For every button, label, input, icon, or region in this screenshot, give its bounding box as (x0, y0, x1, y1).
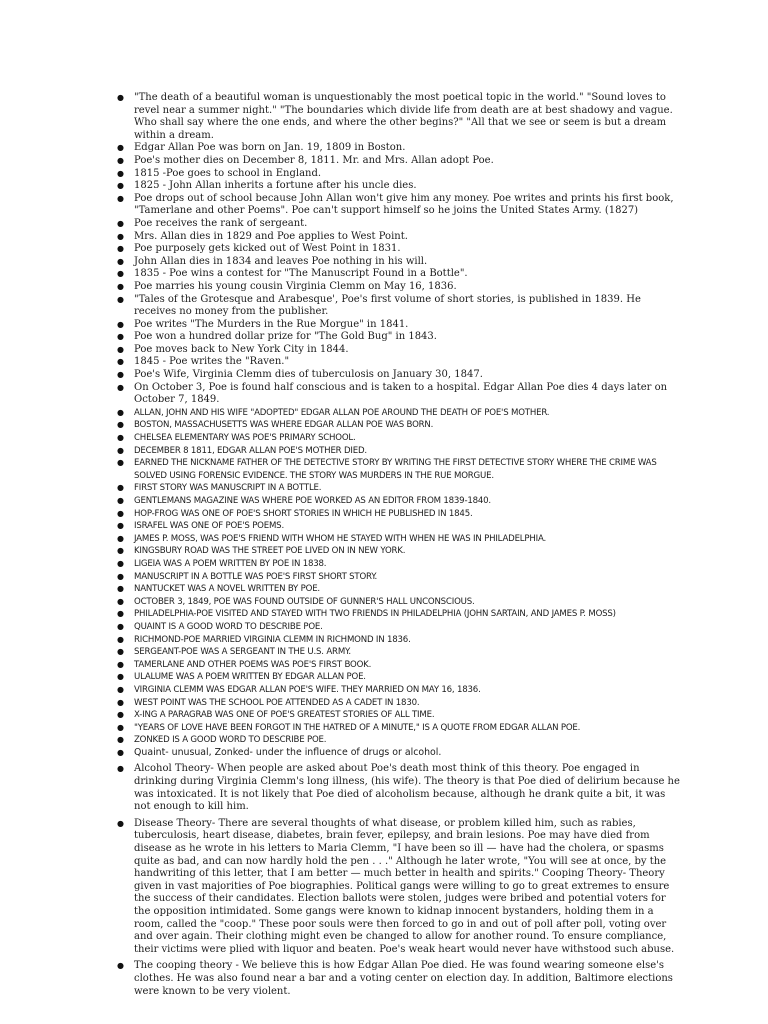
list-item (0, 659, 768, 672)
list-item-text: Edgar Allan Poe was born on Jan. 19, 1809 in Boston. (134, 142, 406, 154)
list-item-text: John Allan dies in 1834 and leaves Poe nothing in his will. (134, 255, 428, 267)
bullet-icon: ● (117, 483, 124, 493)
bullet-icon: ● (117, 818, 124, 828)
list-item (0, 684, 768, 697)
bullet-icon: ● (117, 558, 124, 568)
bullet-icon: ● (117, 445, 124, 455)
bullet-icon: ● (117, 294, 124, 304)
list-item-text: On October 3, Poe is found half conscious and is taken to a hospital. Edgar Allan Poe dies 4 days later on October 7, 1849. (134, 381, 668, 406)
list-item-text: 1835 - Poe wins a contest for "The Manuscript Found in a Bottle". (134, 268, 468, 280)
bullet-icon: ● (117, 571, 124, 581)
bullet-icon: ● (117, 621, 124, 631)
list-item (0, 571, 768, 584)
list-item (0, 268, 768, 281)
list-item-text: 1825 - John Allan inherits a fortune after his uncle dies. (134, 180, 417, 192)
list-item (0, 646, 768, 659)
bullet-icon: ● (117, 344, 124, 354)
list-item-text: ULALUME WAS A POEM WRITTEN BY EDGAR ALLAN POE. (134, 672, 366, 683)
list-item-text: OCTOBER 3, 1849, POE WAS FOUND OUTSIDE OF GUNNER'S HALL UNCONSCIOUS. (134, 596, 475, 607)
list-item (0, 634, 768, 647)
list-item-text: CHELSEA ELEMENTARY WAS POE'S PRIMARY SCHOOL. (134, 433, 356, 444)
list-item (0, 168, 768, 181)
list-item-text: SERGEANT-POE WAS A SERGEANT IN THE U.S. ARMY. (134, 647, 351, 658)
list-item-text: LIGEIA WAS A POEM WRITTEN BY POE IN 1838. (134, 558, 327, 569)
list-item (0, 671, 768, 684)
bullet-icon: ● (117, 281, 124, 291)
bullet-icon: ● (117, 764, 124, 774)
list-item-text: Disease Theory- There are several thoughts of what disease, or problem killed him, such as rabies, tuberculosis, heart disease, diabetes, brain fever, epilepsy, and brain lesions. Poe may have died from disease as he wrote in his letters to Maria Clemm, "I have been so ill — have had the cholera, or spasms quite as bad, and can now hardly hold the pen . . ." Although he later wrote, "You will see at once, by the handwriting of this letter, that I am better — much better in health and spirits." Cooping Theory- Theory given in vast majorities of Poe biographies. Political gangs were willing to go to great extremes to ensure the success of their candidates. Election ballots were stolen, judges were bribed and potential voters for the opposition intimidated. Some gangs were known to kidnap innocent bystanders, holding them in a room, called the "coop." These poor souls were then forced to go in and out of poll after poll, voting over and over again. Their clothing might even be changed to allow for another round. To ensure compliance, their victims were plied with liquor and beaten. Poe's weak heart would never have withstood such abuse. (134, 817, 675, 955)
bullet-icon: ● (117, 357, 124, 367)
list-item-text: MANUSCRIPT IN A BOTTLE WAS POE'S FIRST SHORT STORY. (134, 571, 378, 582)
bullet-icon: ● (117, 659, 124, 669)
list-item (0, 432, 768, 445)
list-item-text: NANTUCKET WAS A NOVEL WRITTEN BY POE. (134, 584, 320, 595)
bullet-icon: ● (117, 433, 124, 443)
bullet-icon: ● (117, 496, 124, 505)
list-item (0, 558, 768, 571)
bullet-icon: ● (117, 521, 124, 531)
list-item-text: ALLAN, JOHN AND HIS WIFE "ADOPTED" EDGAR ALLAN POE AROUND THE DEATH OF POE'S MOTHER. (134, 407, 550, 418)
bullet-icon: ● (117, 647, 124, 657)
bullet-icon: ● (117, 193, 124, 203)
list-item-text: Poe writes "The Murders in the Rue Morgue" in 1841. (134, 318, 409, 330)
list-item (0, 155, 768, 168)
bullet-icon: ● (117, 672, 124, 682)
bullet-icon: ● (117, 218, 124, 228)
bullet-list (0, 92, 768, 998)
bullet-icon: ● (117, 458, 124, 468)
list-item (0, 218, 768, 231)
list-item-text: KINGSBURY ROAD WAS THE STREET POE LIVED ON IN NEW YORK. (134, 546, 406, 557)
bullet-icon: ● (117, 155, 124, 165)
list-item (0, 445, 768, 458)
list-item-text: EARNED THE NICKNAME FATHER OF THE DETECTIVE STORY BY WRITING THE FIRST DETECTIVE STORY WHERE THE CRIME WAS SOLVED USING FORENSIC EVIDENCE. THE STORY WAS MURDERS IN THE RUE MORGUE. (134, 458, 657, 481)
bullet-icon: ● (117, 382, 124, 392)
list-item-text: DECEMBER 8 1811, EDGAR ALLAN POE'S MOTHER DIED. (134, 445, 367, 456)
list-item-text: JAMES P. MOSS, WAS POE'S FRIEND WITH WHOM HE STAYED WITH WHEN HE WAS IN PHILADELPHIA. (134, 533, 547, 544)
list-item-text: "The death of a beautiful woman is unquestionably the most poetical topic in the world." "Sound loves to revel near a summer night." "The boundaries which divide life from death are at best shadowy and vague. Who shall say where the one ends, and where the other begins?" "All that we see or seem is but a dream within a dream. (134, 92, 673, 141)
list-item-text: GENTLEMANS MAGAZINE WAS WHERE POE WORKED AS AN EDITOR FROM 1839-1840. (134, 496, 491, 506)
list-item (0, 608, 768, 621)
list-item-text: "Tales of the Grotesque and Arabesque', Poe's first volume of short stories, is published in 1839. He receives no money from the publisher. (134, 293, 641, 318)
list-item-text: ZONKED IS A GOOD WORD TO DESCRIBE POE. (134, 735, 327, 746)
list-item (0, 533, 768, 546)
list-item (0, 369, 768, 382)
bullet-icon: ● (117, 269, 124, 279)
list-item (0, 763, 768, 813)
bullet-icon: ● (117, 609, 124, 619)
list-item (0, 243, 768, 256)
list-item (0, 734, 768, 747)
list-item-text: HOP-FROG WAS ONE OF POE'S SHORT STORIES IN WHICH HE PUBLISHED IN 1845. (134, 508, 473, 519)
bullet-icon: ● (117, 710, 124, 720)
list-item (0, 256, 768, 269)
list-item (0, 382, 768, 407)
list-item (0, 482, 768, 495)
list-item-text: WEST POINT WAS THE SCHOOL POE ATTENDED AS A CADET IN 1830. (134, 697, 420, 708)
bullet-icon: ● (117, 722, 124, 732)
list-item-text: TAMERLANE AND OTHER POEMS WAS POE'S FIRST BOOK. (134, 659, 372, 670)
bullet-icon: ● (117, 231, 124, 241)
list-item-text: Poe marries his young cousin Virginia Clemm on May 16, 1836. (134, 280, 457, 292)
bullet-icon: ● (117, 244, 124, 254)
list-item (0, 545, 768, 558)
list-item (0, 294, 768, 319)
list-item (0, 722, 768, 735)
list-item-text: X-ING A PARAGRAB WAS ONE OF POE'S GREATEST STORIES OF ALL TIME. (134, 710, 435, 721)
list-item (0, 193, 768, 218)
list-item (0, 319, 768, 332)
list-item (0, 818, 768, 957)
bullet-icon: ● (117, 256, 124, 266)
bullet-icon: ● (117, 634, 124, 644)
list-item (0, 583, 768, 596)
list-item (0, 520, 768, 533)
list-item (0, 621, 768, 634)
list-item-text: Mrs. Allan dies in 1829 and Poe applies to West Point. (134, 230, 408, 242)
list-item-text: 1845 - Poe writes the "Raven." (134, 356, 290, 368)
list-item (0, 697, 768, 710)
list-item (0, 407, 768, 420)
list-item (0, 709, 768, 722)
list-item-text: Poe drops out of school because John Allan won't give him any money. Poe writes and prints his first book, "Tamerlane and other Poems". Poe can't support himself so he joins the United States Army. (1827) (134, 192, 674, 217)
list-item (0, 596, 768, 609)
bullet-icon: ● (117, 143, 124, 153)
list-item-text: Quaint- unusual, Zonked- under the influence of drugs or alcohol. (134, 746, 442, 758)
bullet-icon: ● (117, 533, 124, 543)
list-item-text: PHILADELPHIA-POE VISITED AND STAYED WITH TWO FRIENDS IN PHILADELPHIA (JOHN SARTAIN, AND JAMES P. MOSS) (134, 609, 616, 620)
bullet-icon: ● (117, 181, 124, 191)
bullet-icon: ● (117, 168, 124, 178)
list-item (0, 344, 768, 357)
bullet-icon: ● (117, 93, 124, 102)
list-item-text: Poe's mother dies on December 8, 1811. Mr. and Mrs. Allan adopt Poe. (134, 154, 494, 166)
list-item (0, 92, 768, 142)
list-item-text: Poe purposely gets kicked out of West Point in 1831. (134, 243, 401, 255)
list-item-text: 1815 -Poe goes to school in England. (134, 167, 322, 179)
list-item (0, 457, 768, 482)
bullet-icon: ● (117, 370, 124, 380)
bullet-icon: ● (117, 747, 124, 757)
bullet-icon: ● (117, 508, 124, 518)
list-item (0, 747, 768, 760)
list-item-text: The cooping theory - We believe this is how Edgar Allan Poe died. He was found wearing someone else's clothes. He was also found near a bar and a voting center on election day. In addition, Baltimore elections were known to be very violent. (134, 960, 673, 997)
bullet-icon: ● (117, 697, 124, 707)
list-item-text: Poe moves back to New York City in 1844. (134, 343, 349, 355)
bullet-icon: ● (117, 546, 124, 556)
list-item-text: Poe won a hundred dollar prize for "The Gold Bug" in 1843. (134, 331, 437, 343)
bullet-icon: ● (117, 596, 124, 606)
list-item (0, 419, 768, 432)
list-item-text: RICHMOND-POE MARRIED VIRGINIA CLEMM IN RICHMOND IN 1836. (134, 634, 411, 645)
list-item-text: Alcohol Theory- When people are asked about Poe's death most think of this theory. Poe engaged in drinking during Virginia Clemm's long illness, (his wife). The theory is that Poe died of delirium because he was intoxicated. It is not likely that Poe died of alcoholism because, although he drank quite a bit, it was not enough to kill him. (134, 763, 680, 813)
list-item (0, 142, 768, 155)
list-item (0, 281, 768, 294)
bullet-icon: ● (117, 420, 124, 430)
list-item-text: FIRST STORY WAS MANUSCRIPT IN A BOTTLE. (134, 483, 322, 494)
list-item-text: Poe receives the rank of sergeant. (134, 217, 308, 229)
list-item-text: ISRAFEL WAS ONE OF POE'S POEMS. (134, 521, 284, 532)
list-item-text: "YEARS OF LOVE HAVE BEEN FORGOT IN THE HATRED OF A MINUTE," IS A QUOTE FROM EDGAR ALLAN POE. (134, 722, 581, 733)
bullet-icon: ● (117, 735, 124, 745)
bullet-icon: ● (117, 332, 124, 342)
bullet-icon: ● (117, 961, 124, 971)
bullet-icon: ● (117, 319, 124, 329)
list-item (0, 508, 768, 521)
bullet-icon: ● (117, 684, 124, 694)
list-item-text: QUAINT IS A GOOD WORD TO DESCRIBE POE. (134, 621, 323, 632)
bullet-icon: ● (117, 407, 124, 417)
list-item (0, 960, 768, 998)
list-item-text: Poe's Wife, Virginia Clemm dies of tuberculosis on January 30, 1847. (134, 369, 483, 381)
list-item-text: VIRGINIA CLEMM WAS EDGAR ALLAN POE'S WIFE. THEY MARRIED ON MAY 16, 1836. (134, 684, 481, 695)
list-item (0, 356, 768, 369)
list-item (0, 231, 768, 244)
list-item (0, 331, 768, 344)
list-item (0, 180, 768, 193)
bullet-icon: ● (117, 584, 124, 594)
list-item (0, 495, 768, 508)
list-item-text: BOSTON, MASSACHUSETTS WAS WHERE EDGAR ALLAN POE WAS BORN. (134, 420, 434, 431)
